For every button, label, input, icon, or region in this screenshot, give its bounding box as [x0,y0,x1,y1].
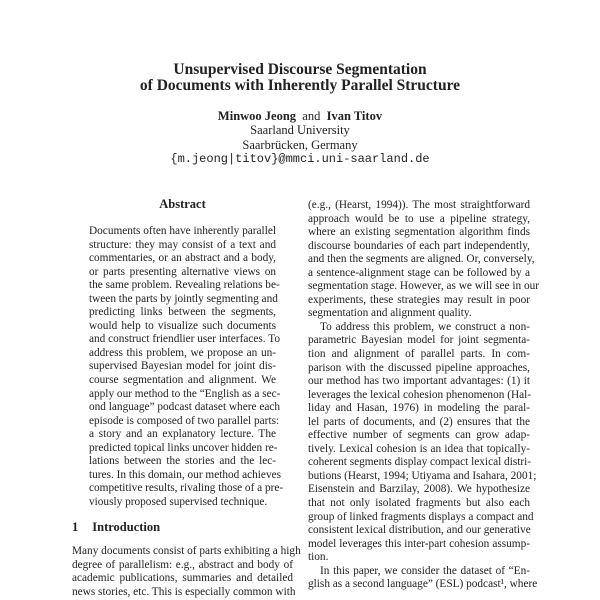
text-line: apply our method to the “English as a sec- [89,387,281,400]
section-heading-introduction [72,520,160,535]
text-line: course segmentation and alignment. We [89,374,276,387]
email: {m.jeong|titov}@mmci.uni-saarland.de [170,152,430,166]
text-line: lations between the stories and the lec- [89,455,276,468]
text-line: a story and an explanatory lecture. The [89,428,276,441]
text-line: segmentation and alignment quality. [308,307,472,320]
text-line: lel parts of documents, and (2) ensures that the [308,415,530,428]
text-line: supervised Bayesian model for joint dis- [89,360,276,373]
introduction-body [72,545,301,599]
text-line: news stories, etc. This is especially common with [72,585,296,598]
text-line: parametric Bayesian model for joint segmenta- [308,334,530,347]
text-line: group of linked fragments displays a compact and [308,510,534,523]
text-line: glish as a second language” (ESL) podcast¹, where [308,578,538,591]
abstract-heading-text: Abstract [159,197,206,211]
text-line: would help to visualize such documents [89,319,276,332]
author-1: Minwoo Jeong [217,109,297,123]
text-line: consistent lexical distribution, and our generative [308,524,531,537]
text-line: coherent segments display compact lexical distri- [308,456,532,469]
text-line: degree of parallelism: e.g., abstract and body of [72,558,293,571]
text-line: effective number of segments can grow adap- [308,429,530,442]
location: Saarbrücken, Germany [242,138,358,152]
text-line: Many documents consist of parts exhibiting a high [72,545,301,557]
text-line: viously proposed supervised technique. [89,495,268,508]
text-line: segmentation stage. However, as we will see in our [308,280,540,293]
abstract-body [89,225,284,509]
paragraph [308,320,537,565]
right-column-body [308,199,540,592]
text-line: academic publications, summaries and detailed [72,572,293,585]
text-line: To address this problem, we construct a non- [320,320,530,333]
text-line: and construct friendlier user interfaces. To [89,333,280,346]
text-line: the same problem. Revealing relations be- [89,279,280,292]
text-line: predicting links between the segments, [89,306,276,319]
text-line: structure: they may consist of a text and [89,238,276,251]
text-line: Eisenstein and Barzilay, 2008). We hypothesize [308,483,530,496]
text-line: discourse boundaries of each part independently, [308,239,530,252]
text-line: address this problem, we propose an un- [89,346,276,359]
text-line: and then the segments are aligned. Or, conversely, [308,253,535,266]
text-line: tween the parts by jointly segmenting and [89,292,278,305]
paragraph [308,199,540,321]
text-line: commentaries, or an abstract and a body, [89,252,276,265]
text-line: predicted topical links uncover hidden re- [89,441,278,454]
text-line: that not only isolated fragments but also each [308,497,530,510]
author-and: and [302,109,321,123]
section-number: 1 [72,520,79,534]
text-line: tively. Lexical cohesion is an idea that topically- [308,442,530,455]
text-line: ond language” podcast dataset where each [89,401,281,414]
text-line: approach would be to use a pipeline strategy, [308,212,530,225]
text-line: leverages the lexical cohesion phenomenon (Hal- [308,388,532,401]
text-line: butions (Hearst, 1994; Utiyama and Isahara, 2001; [308,469,537,482]
text-line: or parts presenting alternative views on [89,265,276,278]
text-line: tion. [308,551,329,564]
text-line: parison with the discussed pipeline approaches, [308,361,530,374]
text-line: competitive results, rivaling those of a pre- [89,482,284,495]
text-line: experiments, these strategies may result in poor [308,293,530,306]
paper-title-line-2: of Documents with Inherently Parallel Structure [139,77,461,94]
section-title: Introduction [92,520,161,534]
paragraph [308,564,538,592]
text-line: our method has two important advantages: (1) it [308,375,530,388]
authors [0,109,600,124]
text-line: tion and alignment of parallel parts. In com- [308,348,530,361]
author-2: Ivan Titov [326,109,383,123]
text-line: tures. In this domain, our method achieves [89,468,282,481]
text-line: model leverages this inter-part cohesion assump- [308,537,530,550]
text-line: where an existing segmentation algorithm finds [308,226,530,239]
text-line: In this paper, we consider the dataset of “En- [320,564,530,577]
text-line: (e.g., (Hearst, 1994)). The most straightforward [308,199,530,211]
text-line: a sentence-alignment stage can be followed by a [308,266,530,279]
affiliation: Saarland University [250,123,350,137]
text-line: Documents often have inherently parallel [89,225,276,237]
text-line: episode is composed of two parallel parts: [89,414,280,427]
text-line: liday and Hasan, 1976) in modeling the paral- [308,402,530,415]
abstract-heading [89,197,276,212]
paper-title-line-1: Unsupervised Discourse Segmentation [173,61,427,78]
